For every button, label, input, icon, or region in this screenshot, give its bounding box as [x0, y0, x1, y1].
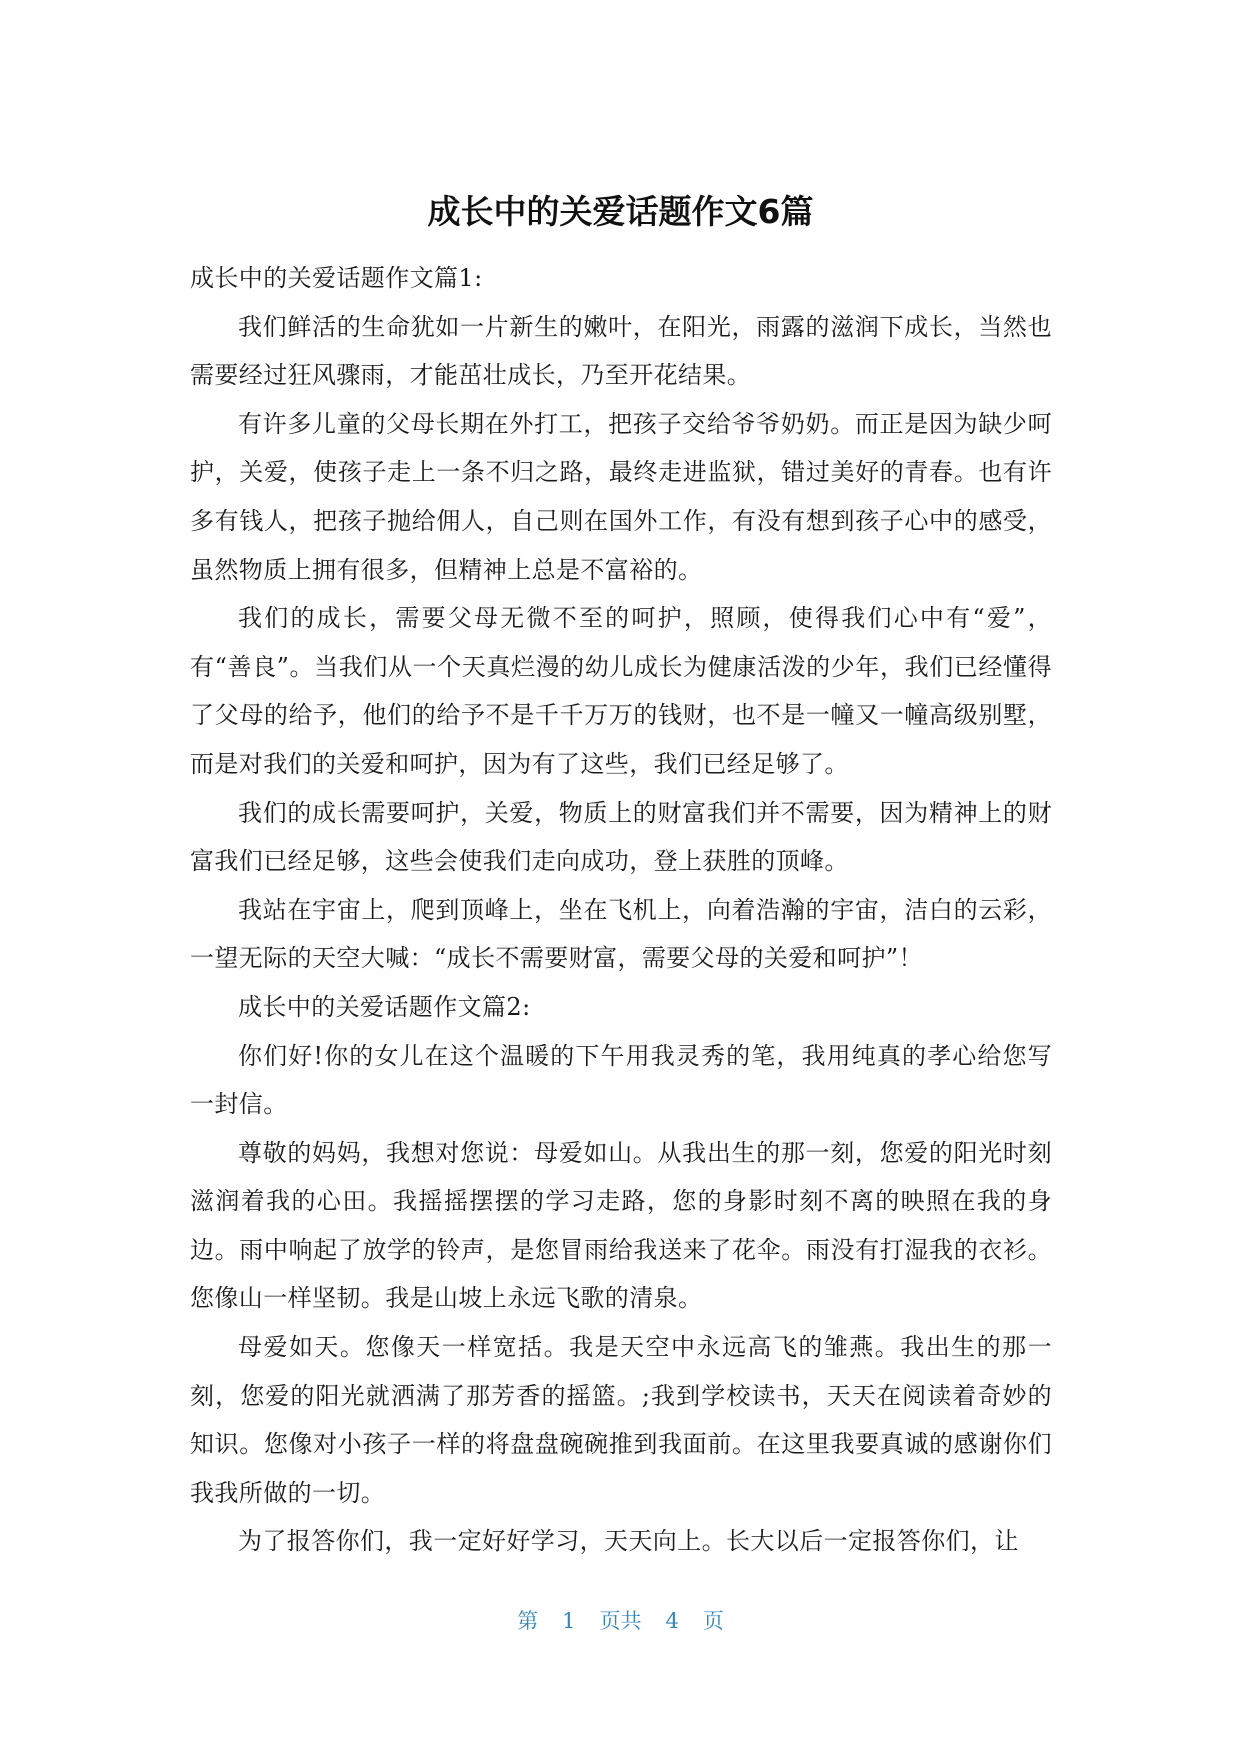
footer-prefix: 第: [517, 1609, 539, 1633]
paragraph: 尊敬的妈妈，我想对您说：母爱如山。从我出生的那一刻，您爱的阳光时刻滋润着我的心田。我摇摇摆摆的学习走路，您的身影时刻不离的映照在我的身边。雨中响起了放学的铃声，是您冒雨给我送来了花伞。雨没有打湿我的衣衫。您像山一样坚韧。我是山坡上永远飞歌的清泉。: [190, 1138, 1052, 1313]
section-heading-2: 成长中的关爱话题作文篇2:: [238, 992, 531, 1021]
footer-suffix: 页: [702, 1609, 724, 1633]
paragraph: 我们鲜活的生命犹如一片新生的嫩叶，在阳光，雨露的滋润下成长，当然也需要经过狂风骤雨，才能茁壮成长，乃至开花结果。: [190, 312, 1052, 390]
document-title: 成长中的关爱话题作文6篇: [427, 192, 814, 231]
paragraph: 我们的成长需要呵护，关爱，物质上的财富我们并不需要，因为精神上的财富我们已经足够，这些会使我们走向成功，登上获胜的顶峰。: [190, 798, 1052, 876]
section-heading-1: 成长中的关爱话题作文篇1:: [190, 264, 483, 292]
footer-current-page: 1: [562, 1609, 576, 1633]
footer-total-pages: 4: [665, 1609, 679, 1633]
paragraph: 母爱如天。您像天一样宽括。我是天空中永远高飞的雏燕。我出生的那一刻，您爱的阳光就洒满了那芳香的摇篮。;我到学校读书，天天在阅读着奇妙的知识。您像对小孩子一样的将盘盘碗碗推到我面前。在这里我要真诚的感谢你们我我所做的一切。: [190, 1333, 1052, 1507]
page-footer: [0, 1606, 1241, 1636]
document-body: [190, 254, 1052, 1566]
paragraph: 为了报答你们，我一定好好学习，天天向上。长大以后一定报答你们，让: [238, 1527, 1019, 1556]
paragraph: 你们好!你的女儿在这个温暖的下午用我灵秀的笔，我用纯真的孝心给您写一封信。: [190, 1041, 1052, 1119]
footer-middle: 页共: [599, 1609, 642, 1633]
paragraph: 我站在宇宙上，爬到顶峰上，坐在飞机上，向着浩瀚的宇宙，洁白的云彩，一望无际的天空大喊：“成长不需要财富，需要父母的关爱和呵护”！: [190, 895, 1052, 973]
paragraph: 有许多儿童的父母长期在外打工，把孩子交给爷爷奶奶。而正是因为缺少呵护，关爱，使孩子走上一条不归之路，最终走进监狱，错过美好的青春。也有许多有钱人，把孩子抛给佣人，自己则在国外工作，有没有想到孩子心中的感受，虽然物质上拥有很多，但精神上总是不富裕的。: [190, 409, 1052, 584]
paragraph: 我们的成长，需要父母无微不至的呵护，照顾，使得我们心中有“爱”，有“善良”。当我们从一个天真烂漫的幼儿成长为健康活泼的少年，我们已经懂得了父母的给予，他们的给予不是千千万万的钱财，也不是一幢又一幢高级别墅，而是对我们的关爱和呵护，因为有了这些，我们已经足够了。: [190, 604, 1052, 778]
